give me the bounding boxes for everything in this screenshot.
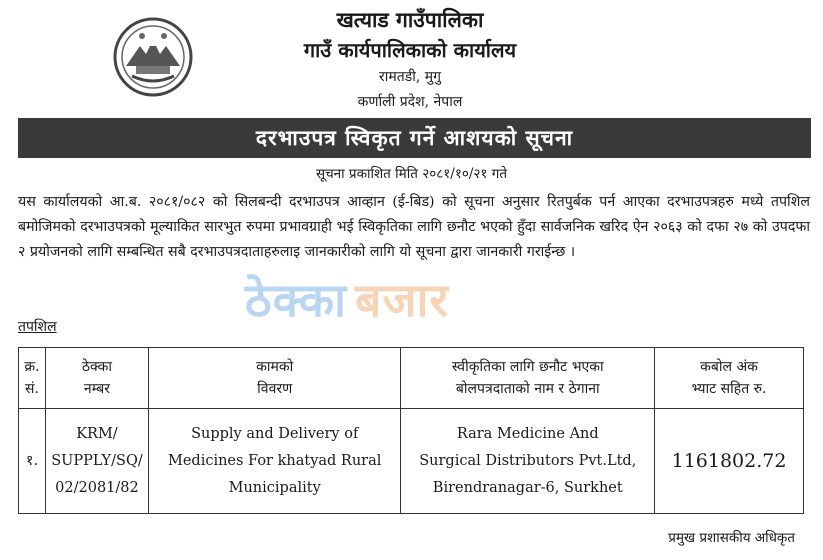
table-header-row (19, 348, 804, 409)
col-header-sn: क्र. सं. (19, 348, 46, 409)
award-table (18, 347, 804, 514)
watermark-part-2: बजार (355, 273, 450, 327)
notice-title-banner: दरभाउपत्र स्विकृत गर्ने आशयको सूचना (18, 118, 811, 158)
col-header-contract: ठेक्का नम्बर (45, 348, 148, 409)
col-header-bidder: स्वीकृतिका लागि छनौट भएका बोलपत्रदाताको नाम र ठेगाना (401, 348, 655, 409)
cell-description: Supply and Delivery of Medicines For khatyad Rural Municipality (148, 409, 401, 514)
table-caption: तपशिल (18, 319, 57, 335)
published-date: सूचना प्रकाशित मिति २०८१/१०/२१ गते (315, 166, 508, 182)
col-header-amount: कबोल अंक भ्याट सहित रु. (655, 348, 804, 409)
cell-sn: १. (19, 409, 46, 514)
office-name: खत्याड गाउँपालिका (336, 8, 484, 32)
cell-contract: KRM/ SUPPLY/SQ/ 02/2081/82 (45, 409, 148, 514)
cell-amount: 1161802.72 (655, 409, 804, 514)
signature-title: प्रमुख प्रशासकीय अधिकृत (668, 530, 795, 546)
table-row (19, 409, 804, 514)
col-header-description: कामको विवरण (148, 348, 401, 409)
office-subtitle: गाउँ कार्यपालिकाको कार्यालय (303, 38, 517, 62)
office-province: कर्णाली प्रदेश, नेपाल (357, 94, 463, 110)
office-location: रामतडी, मुगु (379, 69, 441, 85)
cell-bidder: Rara Medicine And Surgical Distributors Pvt.Ltd, Birendranagar-6, Surkhet (401, 409, 655, 514)
notice-body: यस कार्यालयको आ.ब. २०८१/०८२ को सिलबन्दी दरभाउपत्र आव्हान (ई-बिड) को सूचना अनुसार रितपुर्बक पर्न आएका दरभाउपत्रहरु मध्ये तपशिल बमोजिमको दरभाउपत्रको मूल्याकित सारभुत रुपमा प्रभावग्राही भई स्विकृतिका लागि छनौट भएको हुँदा सार्वजनिक खरिद ऐन २०६३ को दफा २७ को उपदफा २ प्रयोजनको लागि सम्बन्धित सबै दरभाउपत्रदाताहरुलाइ जानकारीको लागि यो सूचना द्वारा जानकारी गराईन्छ । (18, 194, 810, 260)
watermark (245, 268, 449, 330)
watermark-part-1: ठेक्का (245, 273, 348, 327)
